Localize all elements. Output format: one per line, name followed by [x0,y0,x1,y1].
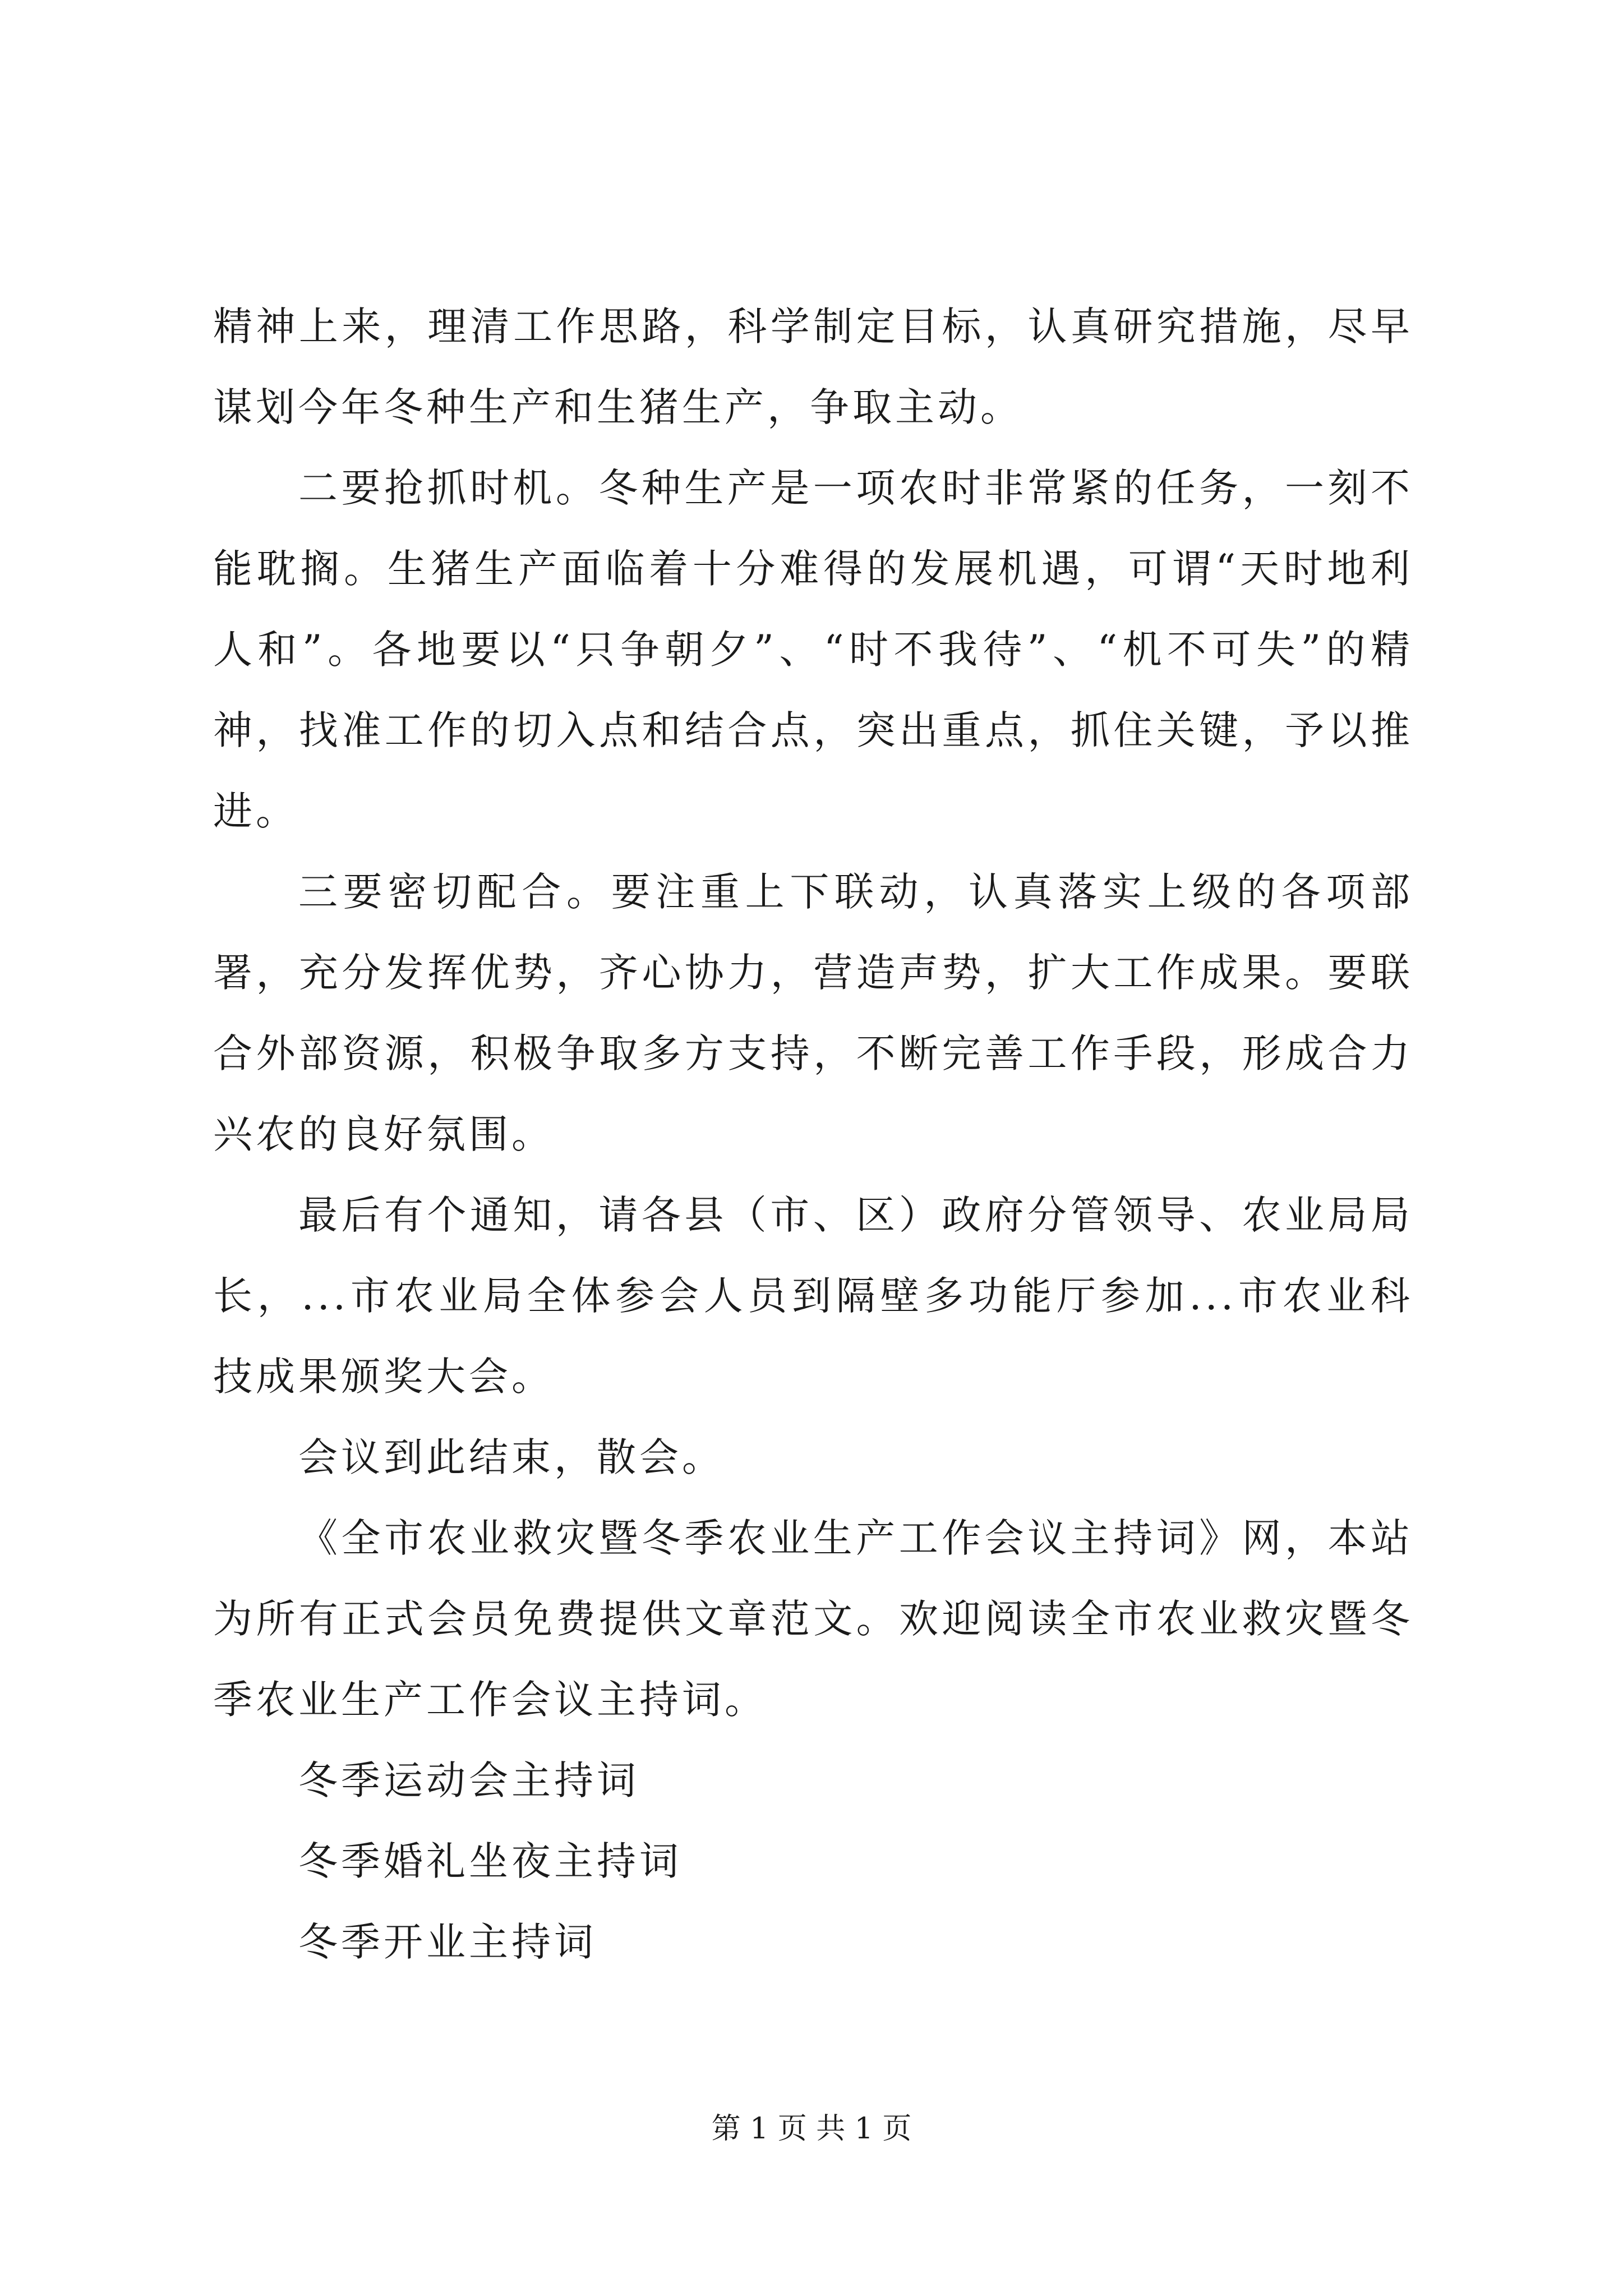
related-link: 冬季运动会主持词 [298,1757,639,1803]
related-link: 冬季开业主持词 [298,1919,597,1965]
paragraph: 精神上来，理清工作思路，科学制定目标，认真研究措施，尽早谋划今年冬种生产和生猪生产，争取主动。 [213,303,1413,430]
paragraph: 《全市农业救灾暨冬季农业生产工作会议主持词》网，本站为所有正式会员免费提供文章范文。欢迎阅读全市农业救灾暨冬季农业生产工作会议主持词。 [213,1515,1413,1723]
paragraph: 会议到此结束，散会。 [298,1434,725,1480]
page-number: 第 1 页 共 1 页 [711,2112,912,2146]
document-body [213,286,1413,1982]
paragraph: 二要抢抓时机。冬种生产是一项农时非常紧的任务，一刻不能耽搁。生猪生产面临着十分难得的发展机遇，可谓“天时地利人和”。各地要以“只争朝夕”、“时不我待”、“机不可失”的精神，找准工作的切入点和结合点，突出重点，抓住关键，予以推进。 [213,465,1413,834]
page-footer [0,2109,1623,2148]
paragraph: 三要密切配合。要注重上下联动，认真落实上级的各项部署，充分发挥优势，齐心协力，营造声势，扩大工作成果。要联合外部资源，积极争取多方支持，不断完善工作手段，形成合力兴农的良好氛围。 [213,869,1413,1157]
related-link: 冬季婚礼坐夜主持词 [298,1838,682,1884]
paragraph: 最后有个通知，请各县（市、区）政府分管领导、农业局局长，...市农业局全体参会人员到隔壁多功能厅参加...市农业科技成果颁奖大会。 [213,1192,1413,1400]
